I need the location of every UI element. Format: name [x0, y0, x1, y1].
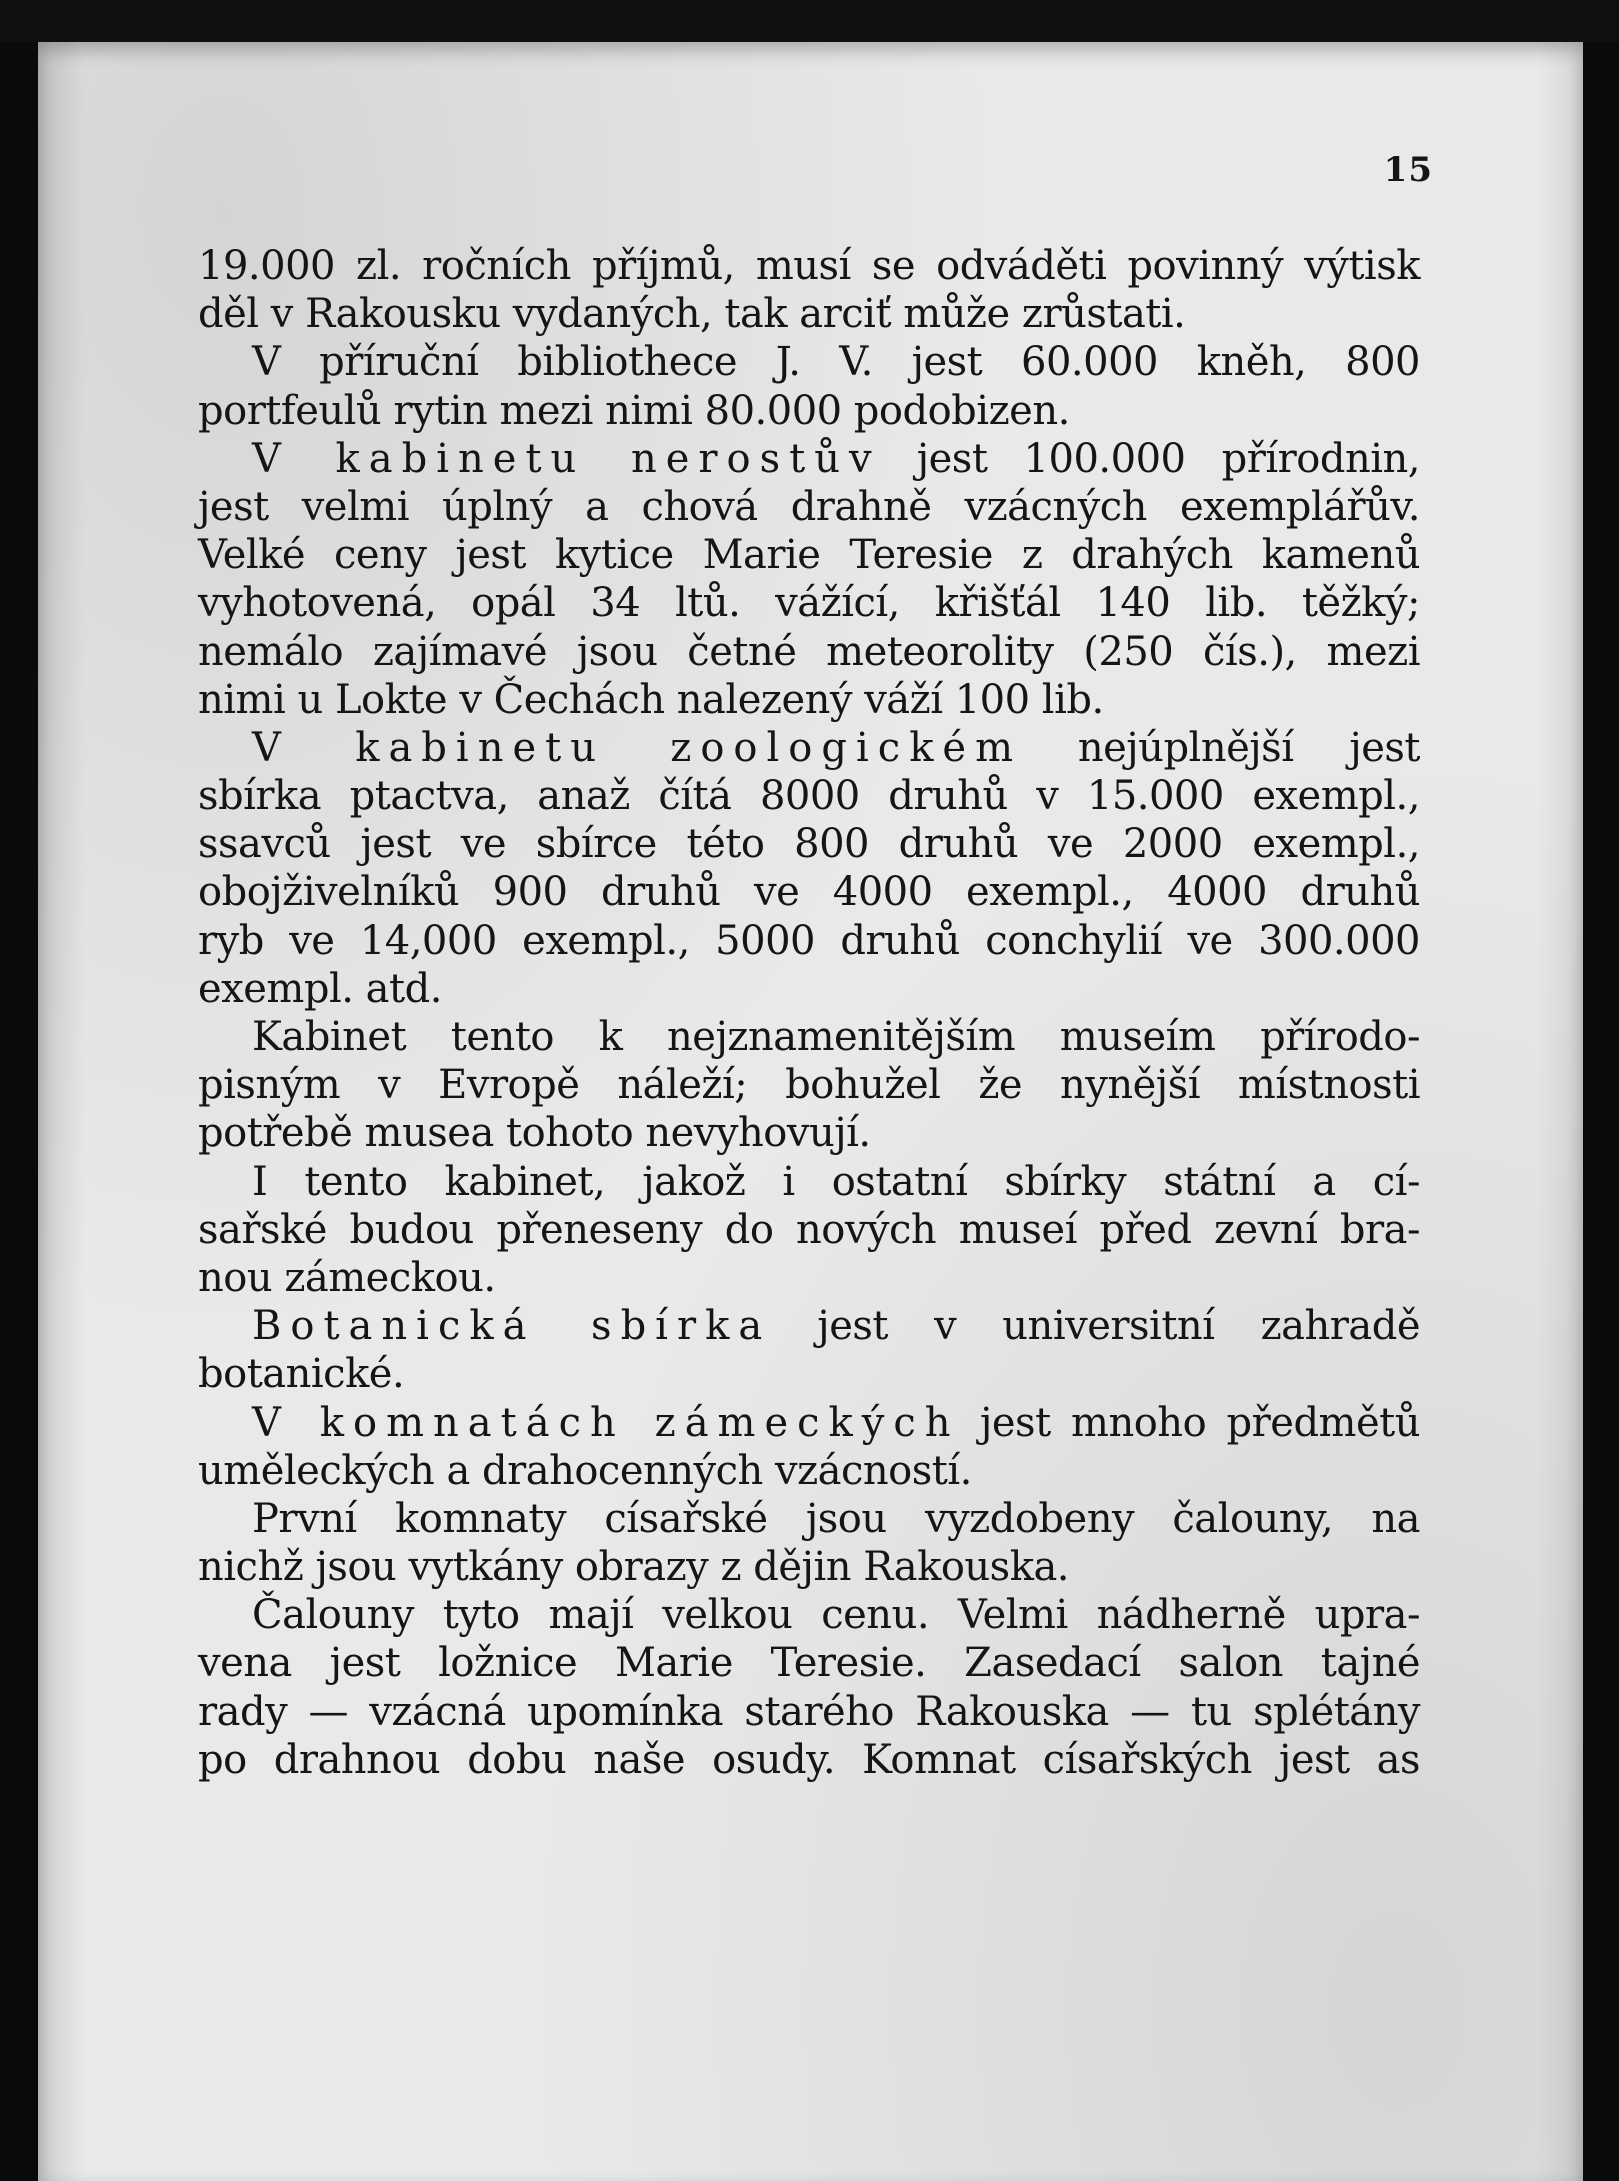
text-line: První komnaty císařské jsou vyzdobeny čalouny, na	[252, 1495, 1420, 1542]
text-line: nemálo zajímavé jsou četné meteorolity (250 čís.), mezi	[198, 628, 1420, 675]
text-line: sbírka ptactva, anaž čítá 8000 druhů v 15.000 exempl.,	[198, 773, 1420, 820]
text-line: vyhotovená, opál 34 ltů. vážící, křišťál 140 lib. těžký;	[198, 580, 1420, 627]
text-line: botanické.	[198, 1351, 405, 1398]
text-line: portfeulů rytin mezi nimi 80.000 podobizen.	[198, 387, 1070, 434]
text-line: po drahnou dobu naše osudy. Komnat císařských jest as	[198, 1736, 1420, 1783]
text-line: jest velmi úplný a chová drahně vzácných exemplářův.	[198, 483, 1420, 530]
text-line: ssavců jest ve sbírce této 800 druhů ve 2000 exempl.,	[198, 821, 1420, 868]
text-line: V komnatách zámeckých jest mnoho předmětů	[252, 1399, 1420, 1446]
text-line: V příruční bibliothece J. V. jest 60.000 kněh, 800	[252, 339, 1420, 386]
text-line: Čalouny tyto mají velkou cenu. Velmi nádherně upra-	[252, 1592, 1420, 1639]
text-line: nichž jsou vytkány obrazy z dějin Rakouska.	[198, 1544, 1069, 1591]
page-text	[198, 242, 1420, 1784]
text-line: 19.000 zl. ročních příjmů, musí se odváděti povinný výtisk	[198, 243, 1420, 289]
text-line: Velké ceny jest kytice Marie Teresie z drahých kamenů	[198, 532, 1420, 579]
text-line: ryb ve 14,000 exempl., 5000 druhů conchylií ve 300.000	[198, 917, 1420, 964]
text-line: potřebě musea tohoto nevyhovují.	[198, 1110, 871, 1157]
text-line: sařské budou přeneseny do nových museí před zevní bra-	[198, 1206, 1420, 1253]
text-line: děl v Rakousku vydaných, tak arciť může zrůstati.	[198, 291, 1186, 338]
text-line: nou zámeckou.	[198, 1254, 496, 1301]
text-line: Botanická sbírka jest v universitní zahradě	[252, 1303, 1420, 1350]
text-line: I tento kabinet, jakož i ostatní sbírky státní a cí-	[252, 1158, 1420, 1205]
text-line: uměleckých a drahocenných vzácností.	[198, 1447, 972, 1494]
text-line: nimi u Lokte v Čechách nalezený váží 100 lib.	[198, 676, 1104, 723]
text-line: pisným v Evropě náleží; bohužel že nynější místnosti	[198, 1062, 1420, 1109]
text-line: obojživelníků 900 druhů ve 4000 exempl., 4000 druhů	[198, 869, 1420, 916]
text-line: rady — vzácná upomínka starého Rakouska — tu splétány	[198, 1688, 1420, 1735]
text-line: vena jest ložnice Marie Teresie. Zasedací salon tajné	[198, 1640, 1420, 1687]
binding-shadow-top	[0, 0, 1619, 42]
book-page	[38, 42, 1583, 2181]
text-line: Kabinet tento k nejznamenitějším museím přírodo-	[252, 1014, 1420, 1060]
text-line: V kabinetu nerostův jest 100.000 přírodnin,	[252, 435, 1420, 482]
text-line: exempl. atd.	[198, 965, 442, 1012]
page-number: 15	[1383, 150, 1433, 190]
text-line: V kabinetu zoologickém nejúplnější jest	[252, 724, 1420, 771]
